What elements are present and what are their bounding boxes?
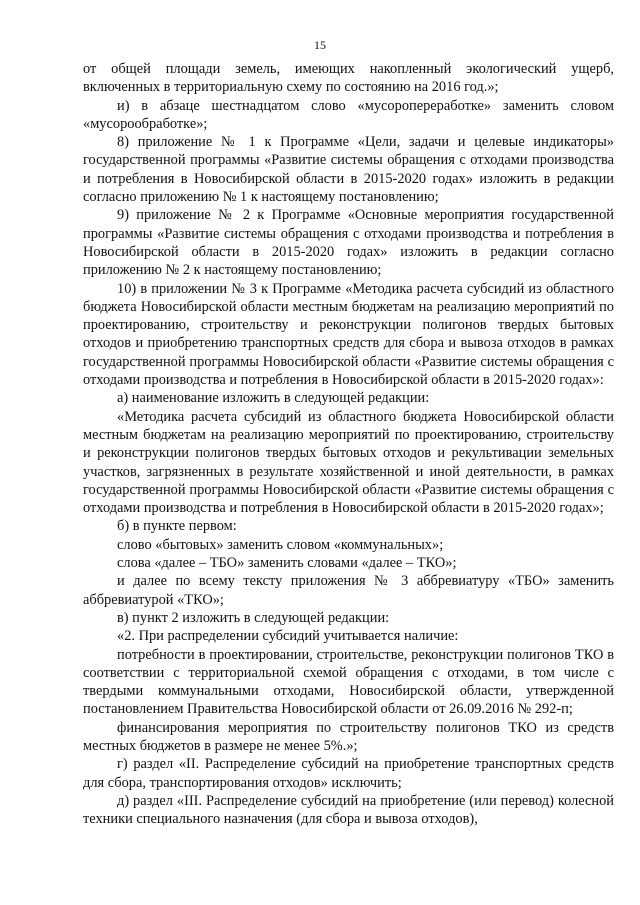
paragraph: и) в абзаце шестнадцатом слово «мусоропереработке» заменить словом «мусорообработке»; [83,97,614,132]
paragraph: г) раздел «II. Распределение субсидий на приобретение транспортных средств для сбора, транспортирования отходов» исключить; [83,756,614,791]
paragraph: «Методика расчета субсидий из областного бюджета Новосибирской области местным бюджетам на реализацию мероприятий по проектированию, строительству и реконструкции полигонов твердых бытовых отходов и рекультивации земельных участков, загрязненных в результате хозяйственной и иной деятельности, в рамках государственной программы Новосибирской области «Развитие системы обращения с отходами производства и потребления в Новосибирской области в 2015-2020 годах»; [83,408,614,517]
paragraph: в) пункт 2 изложить в следующей редакции: [117,609,390,626]
paragraph: д) раздел «III. Распределение субсидий на приобретение (или перевод) колесной техники специального назначения (для сбора и вывоза отходов), [83,792,614,828]
paragraph: 8) приложение № 1 к Программе «Цели, задачи и целевые индикаторы» государственной программы «Развитие системы обращения с отходами производства и потребления в Новосибирской области в 2015-2020 годах» изложить в редакции согласно приложению № 1 к настоящему постановлению; [83,134,614,206]
page-number: 15 [314,38,326,52]
paragraph: потребности в проектировании, строительстве, реконструкции полигонов ТКО в соответствии с территориальной схемой обращения с отходами, в том числе с твердыми коммунальными отходами, Новосибирской области, утвержденной постановлением Правительства Новосибирской области от 26.09.2016 № 292-п; [83,646,614,718]
paragraph: б) в пункте первом: [117,518,237,535]
paragraph: «2. При распределении субсидий учитывается наличие: [117,628,459,645]
paragraph: слово «бытовых» заменить словом «коммунальных»; [117,536,444,553]
paragraph: от общей площади земель, имеющих накопленный экологический ущерб, включенных в территориальную схему по состоянию на 2016 год.»; [83,61,614,96]
paragraph: 9) приложение № 2 к Программе «Основные мероприятия государственной программы «Развитие системы обращения с отходами производства и потребления в Новосибирской области в 2015-2020 годах» изложить в редакции согласно приложению № 2 к настоящему постановлению; [83,207,614,279]
paragraph: слова «далее – ТБО» заменить словами «далее – ТКО»; [117,555,457,572]
paragraph: 10) в приложении № 3 к Программе «Методика расчета субсидий из областного бюджета Новосибирской области местным бюджетам на реализацию мероприятий по проектированию, строительству и реконструкции полигонов твердых бытовых отходов и приобретению транспортных средств для сбора и вывоза отходов в рамках государственной программы Новосибирской области «Развитие системы обращения с отходами производства и потребления в Новосибирской области в 2015-2020 годах»: [83,280,614,389]
paragraph: а) наименование изложить в следующей редакции: [117,390,430,407]
document-body [83,60,614,828]
paragraph: и далее по всему тексту приложения № 3 аббревиатуру «ТБО» заменить аббревиатурой «ТКО»; [83,573,614,608]
paragraph: финансирования мероприятия по строительству полигонов ТКО из средств местных бюджетов в размере не менее 5%.»; [83,719,614,754]
